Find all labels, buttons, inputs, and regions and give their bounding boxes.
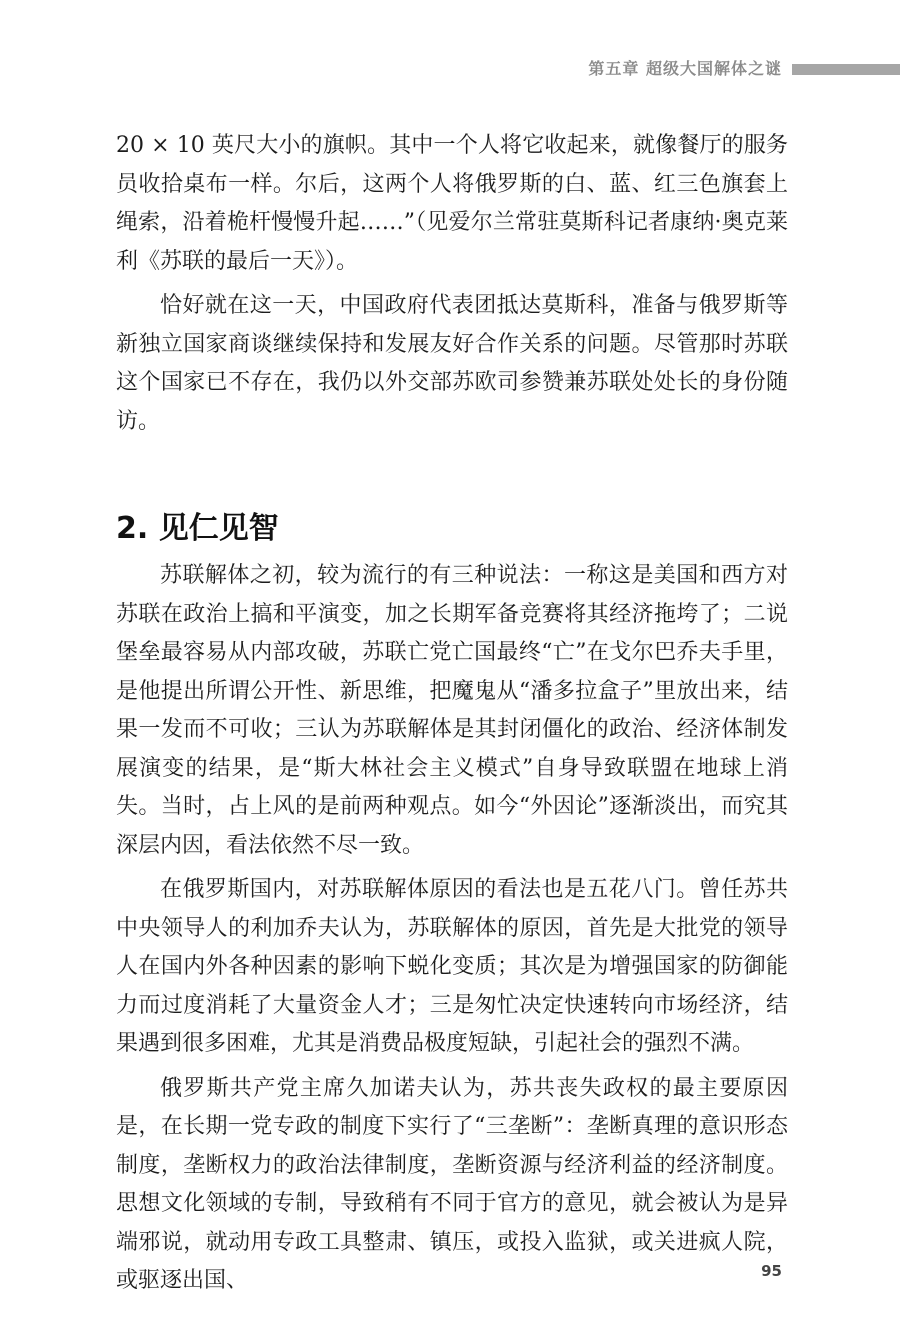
paragraph: 俄罗斯共产党主席久加诺夫认为，苏共丧失政权的最主要原因是，在长期一党专政的制度下实行了“三垄断”：垄断真理的意识形态制度，垄断权力的政治法律制度，垄断资源与经济利益的经济制度。思想文化领域的专制，导致稍有不同于官方的意见，就会被认为是异端邪说，就动用专政工具整肃、镇压，或投入监狱，或关进疯人院，或驱逐出国、 [116, 1075, 788, 1293]
running-header [0, 58, 900, 82]
section-heading: 2. 见仁见智 [116, 511, 279, 546]
paragraph-continued: 20 × 10 英尺大小的旗帜。其中一个人将它收起来，就像餐厅的服务员收拾桌布一样。尔后，这两个人将俄罗斯的白、蓝、红三色旗套上绳索，沿着桅杆慢慢升起……”（见爱尔兰常驻莫斯科记者康纳·奥克莱利《苏联的最后一天》）。 [116, 133, 788, 274]
chapter-title: 第五章 超级大国解体之谜 [588, 59, 782, 78]
header-decoration-bar [792, 64, 900, 75]
paragraph: 恰好就在这一天，中国政府代表团抵达莫斯科，准备与俄罗斯等新独立国家商谈继续保持和发展友好合作关系的问题。尽管那时苏联这个国家已不存在，我仍以外交部苏欧司参赞兼苏联处处长的身份随访。 [116, 293, 788, 434]
paragraph: 苏联解体之初，较为流行的有三种说法：一称这是美国和西方对苏联在政治上搞和平演变，加之长期军备竞赛将其经济拖垮了；二说堡垒最容易从内部攻破，苏联亡党亡国最终“亡”在戈尔巴乔夫手里，是他提出所谓公开性、新思维，把魔鬼从“潘多拉盒子”里放出来，结果一发而不可收；三认为苏联解体是其封闭僵化的政治、经济体制发展演变的结果，是“斯大林社会主义模式”自身导致联盟在地球上消失。当时，占上风的是前两种观点。如今“外因论”逐渐淡出，而究其深层内因，看法依然不尽一致。 [116, 563, 788, 858]
page-body [116, 127, 788, 1307]
page-number: 95 [761, 1262, 782, 1280]
paragraph: 在俄罗斯国内，对苏联解体原因的看法也是五花八门。曾任苏共中央领导人的利加乔夫认为，苏联解体的原因，首先是大批党的领导人在国内外各种因素的影响下蜕化变质；其次是为增强国家的防御能力而过度消耗了大量资金人才；三是匆忙决定快速转向市场经济，结果遇到很多困难，尤其是消费品极度短缺，引起社会的强烈不满。 [116, 877, 788, 1056]
